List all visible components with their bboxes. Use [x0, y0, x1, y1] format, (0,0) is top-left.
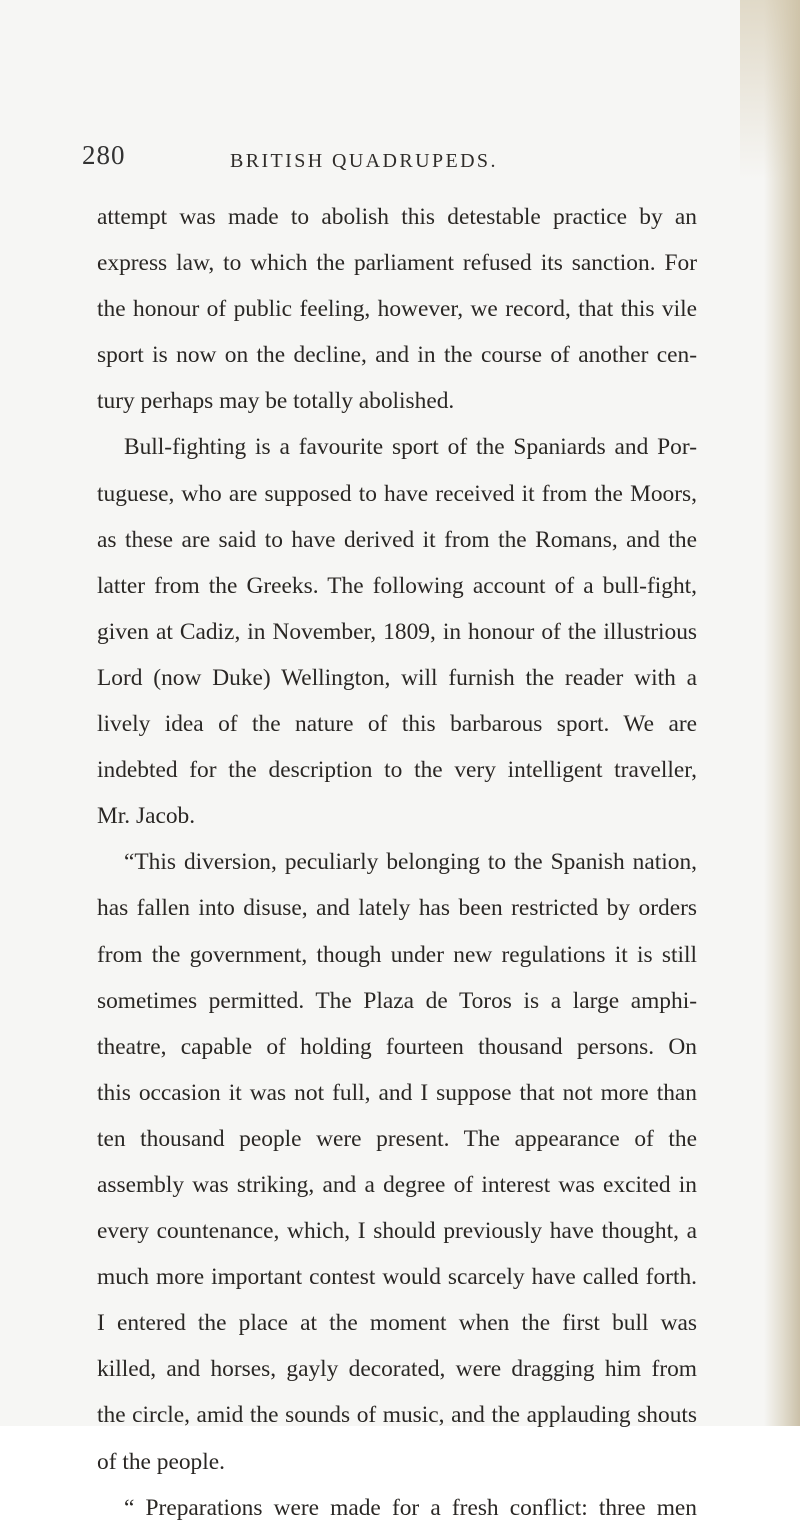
text-line: every countenance, which, I should previously have thought, a	[97, 1218, 697, 1245]
page-edge-shadow	[764, 0, 800, 1426]
running-title: BRITISH QUADRUPEDS.	[230, 150, 498, 172]
text-line: the circle, amid the sounds of music, and the applauding shouts	[97, 1402, 697, 1429]
text-line: killed, and horses, gayly decorated, were dragging him from	[97, 1356, 697, 1383]
text-line: Lord (now Duke) Wellington, will furnish the reader with a	[97, 664, 697, 691]
text-line: sometimes permitted. The Plaza de Toros is a large amphi-	[97, 987, 697, 1014]
text-line: tury perhaps may be totally abolished.	[97, 388, 455, 415]
text-line: ten thousand people were present. The appearance of the	[97, 1125, 697, 1152]
text-line: I entered the place at the moment when the first bull was	[97, 1310, 697, 1337]
body-text	[97, 194, 697, 1531]
text-line: from the government, though under new regulations it is still	[97, 941, 697, 968]
text-line: this occasion it was not full, and I suppose that not more than	[97, 1079, 697, 1106]
text-line: has fallen into disuse, and lately has been restricted by orders	[97, 895, 697, 922]
page-number: 280	[82, 140, 126, 170]
text-line: sport is now on the decline, and in the course of another cen-	[97, 342, 697, 369]
text-line: “This diversion, peculiarly belonging to the Spanish nation,	[124, 849, 697, 876]
text-line: much more important contest would scarcely have called forth.	[97, 1264, 697, 1291]
text-line: of the people.	[97, 1448, 225, 1475]
text-line: tuguese, who are supposed to have received it from the Moors,	[97, 480, 697, 507]
text-line: latter from the Greeks. The following account of a bull-fight,	[97, 572, 697, 599]
text-line: Mr. Jacob.	[97, 803, 196, 830]
page-corner-stain	[740, 0, 800, 180]
text-line: the honour of public feeling, however, we record, that this vile	[97, 296, 697, 323]
text-line: theatre, capable of holding fourteen thousand persons. On	[97, 1033, 697, 1060]
text-line: lively idea of the nature of this barbarous sport. We are	[97, 711, 697, 738]
text-line: as these are said to have derived it from the Romans, and the	[97, 526, 697, 553]
text-line: indebted for the description to the very intelligent traveller,	[97, 757, 697, 784]
text-line: given at Cadiz, in November, 1809, in honour of the illustrious	[97, 618, 697, 645]
text-line: attempt was made to abolish this detestable practice by an	[97, 204, 697, 230]
text-line: “ Preparations were made for a fresh conflict: three men	[124, 1494, 697, 1521]
text-line: Bull-fighting is a favourite sport of the Spaniards and Por-	[124, 434, 697, 461]
text-line: express law, to which the parliament refused its sanction. For	[97, 250, 697, 277]
text-line: assembly was striking, and a degree of interest was excited in	[97, 1171, 697, 1198]
